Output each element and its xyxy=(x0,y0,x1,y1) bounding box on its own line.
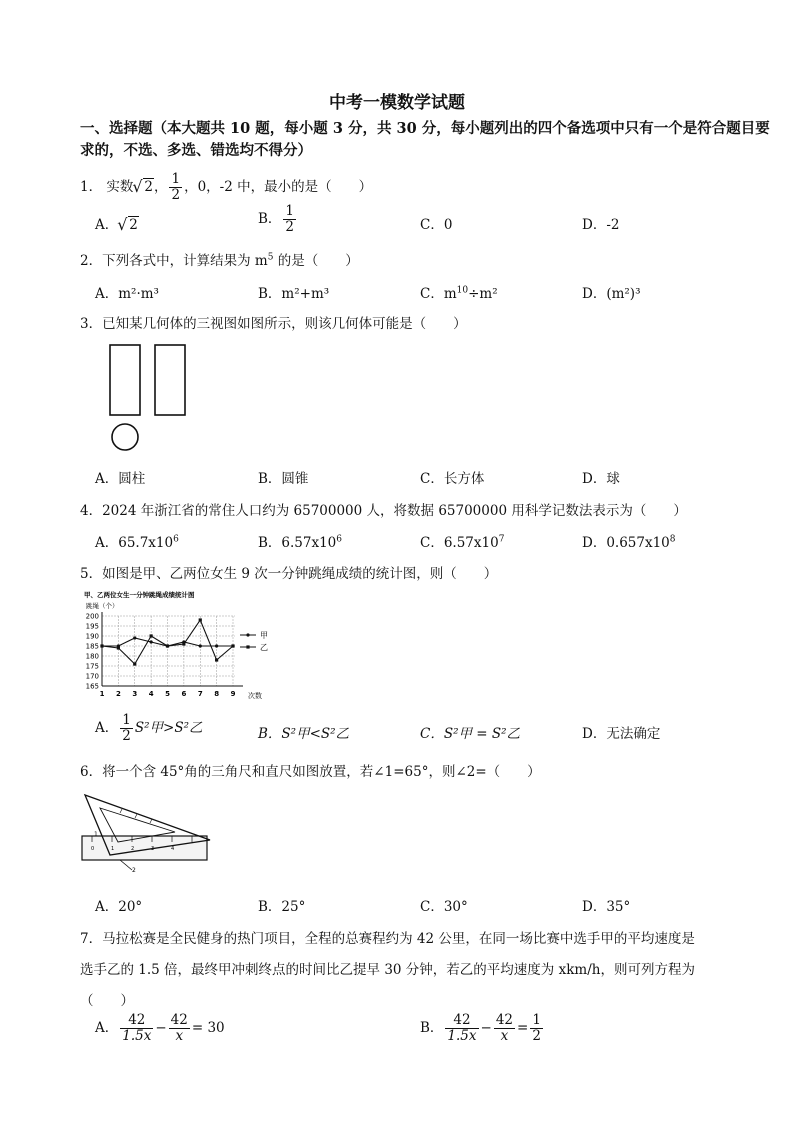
question-7-line-2: 选手乙的 1.5 倍，最终甲冲刺终点的时间比乙提早 30 分钟，若乙的平均速度为 xkm/h，则可列方程为 xyxy=(80,962,695,978)
question-number: 1． xyxy=(80,179,103,195)
x-axis-label: 次数 xyxy=(248,692,262,700)
data-point xyxy=(215,658,218,661)
y-tick-label: 175 xyxy=(85,662,99,671)
ruler xyxy=(82,836,207,860)
option-b: B．25° xyxy=(258,899,306,915)
question-6: 6．将一个含 45°角的三角尺和直尺如图放置，若∠1=65°，则∠2=（ ） xyxy=(80,764,541,780)
svg-text:4: 4 xyxy=(171,846,175,852)
triangle-ruler-figure xyxy=(80,790,215,880)
svg-text:1: 1 xyxy=(94,831,98,838)
question-text: 实数 xyxy=(106,179,134,195)
option-c: C．30° xyxy=(420,899,468,915)
front-view xyxy=(110,345,140,415)
question-text: ，0，-2 中，最小的是（ ） xyxy=(184,179,373,195)
x-tick-label: 3 xyxy=(132,690,138,698)
option-d: D．35° xyxy=(582,899,631,915)
y-tick-label: 180 xyxy=(85,652,99,661)
legend-marker xyxy=(246,645,249,648)
x-tick-label: 7 xyxy=(197,690,203,698)
data-point xyxy=(100,644,103,647)
question-7-line-3: （ ） xyxy=(80,993,134,1009)
option-d: D．(m²)³ xyxy=(582,286,641,302)
question-1: 1． 实数√ 2， $\frac{1}{2}$ ，0，-2 中，最小的是（ ） xyxy=(80,172,372,203)
svg-text:1: 1 xyxy=(111,846,115,852)
y-tick-label: 200 xyxy=(85,612,99,621)
option-b: B．S²甲<S²乙 xyxy=(258,726,350,742)
option-c: C．$6.57x10^7$ xyxy=(420,534,505,551)
option-a: A． $\frac{42}{1.5x}$ − $\frac{42}{x}$ = 30 xyxy=(95,1012,225,1044)
option-c: C．$m^{10}\div m^2$ xyxy=(420,285,498,302)
question-7-line-1: 7．马拉松赛是全民健身的热门项目，全程的总赛程约为 42 公里，在同一场比赛中选手甲的平均速度是 xyxy=(80,931,695,947)
y-axis-label: 跳绳（个） xyxy=(86,602,119,610)
top-view xyxy=(112,424,138,450)
x-tick-label: 2 xyxy=(115,690,121,698)
svg-text:2: 2 xyxy=(132,867,136,874)
option-c: C．长方体 xyxy=(420,471,485,487)
option-b: B．圆锥 xyxy=(258,471,309,487)
option-b: B． $\frac{1}{2}$ xyxy=(258,203,295,235)
sqrt: √ 2 xyxy=(134,179,154,195)
x-tick-label: 5 xyxy=(165,690,170,698)
y-tick-label: 165 xyxy=(85,682,99,691)
jump-rope-chart xyxy=(80,588,280,706)
option-c: C．S²甲 = S²乙 xyxy=(420,726,521,742)
option-a: A．圆柱 xyxy=(95,471,146,487)
x-tick-label: 4 xyxy=(148,690,154,698)
x-tick-label: 9 xyxy=(230,690,236,698)
y-tick-label: 195 xyxy=(85,622,99,631)
page-title: 中考一模数学试题 xyxy=(329,93,465,113)
data-point xyxy=(133,636,136,639)
question-3: 3．已知某几何体的三视图如图所示，则该几何体可能是（ ） xyxy=(80,316,467,332)
question-2: 2．下列各式中，计算结果为 $m^5$ 的是（ ） xyxy=(80,252,359,269)
option-b: B．m²+m³ xyxy=(258,286,330,302)
option-a: A．m²·m³ xyxy=(95,286,159,302)
x-tick-label: 6 xyxy=(181,690,187,698)
data-point xyxy=(215,644,218,647)
option-a: A．$65.7x10^6$ xyxy=(95,534,179,551)
question-5: 5．如图是甲、乙两位女生 9 次一分钟跳绳成绩的统计图，则（ ） xyxy=(80,566,498,582)
section-heading: 一、选择题（本大题共 10 题，每小题 3 分，共 30 分，每小题列出的四个备选项中只有一个是符合题目要求的，不选、多选、错选均不得分） xyxy=(80,120,770,159)
chart-title: 甲、乙两位女生一分钟跳绳成绩统计图 xyxy=(84,591,195,599)
legend-label: 乙 xyxy=(260,643,268,652)
svg-text:2: 2 xyxy=(131,846,135,852)
data-point xyxy=(182,642,185,645)
legend-marker xyxy=(246,633,249,636)
option-c: C．0 xyxy=(420,217,453,233)
data-point xyxy=(133,662,136,665)
y-tick-label: 190 xyxy=(85,632,99,641)
x-tick-label: 8 xyxy=(214,690,220,698)
data-point xyxy=(150,640,153,643)
legend-label: 甲 xyxy=(260,631,268,640)
option-d: D．$0.657x10^8$ xyxy=(582,534,676,551)
data-point xyxy=(150,634,153,637)
option-b: B． $\frac{42}{1.5x}$ − $\frac{42}{x}$ = $\frac{1}{2}$ xyxy=(420,1012,541,1044)
x-tick-label: 1 xyxy=(99,690,105,698)
y-tick-label: 170 xyxy=(85,672,99,681)
option-a: A．√ 2 xyxy=(95,213,139,233)
option-d: D．无法确定 xyxy=(582,726,661,742)
data-point xyxy=(199,644,202,647)
data-point xyxy=(199,618,202,621)
side-view xyxy=(155,345,185,415)
option-b: B．$6.57x10^6$ xyxy=(258,534,343,551)
question-4: 4．2024 年浙江省的常住人口约为 65700000 人，将数据 65700000 用科学记数法表示为（ ） xyxy=(80,503,687,519)
fraction: $\frac{1}{2}$ xyxy=(171,171,181,203)
y-tick-label: 185 xyxy=(85,642,99,651)
option-a: A．20° xyxy=(95,899,143,915)
option-d: D．球 xyxy=(582,471,620,487)
svg-text:3: 3 xyxy=(151,846,155,852)
three-views-figure xyxy=(100,340,200,460)
data-point xyxy=(166,644,169,647)
svg-text:0: 0 xyxy=(91,846,95,852)
option-d: D．-2 xyxy=(582,217,620,233)
option-a: A． $\frac{1}{2}$ S²甲>S²乙 xyxy=(95,712,203,744)
data-point xyxy=(231,644,234,647)
data-point xyxy=(117,646,120,649)
